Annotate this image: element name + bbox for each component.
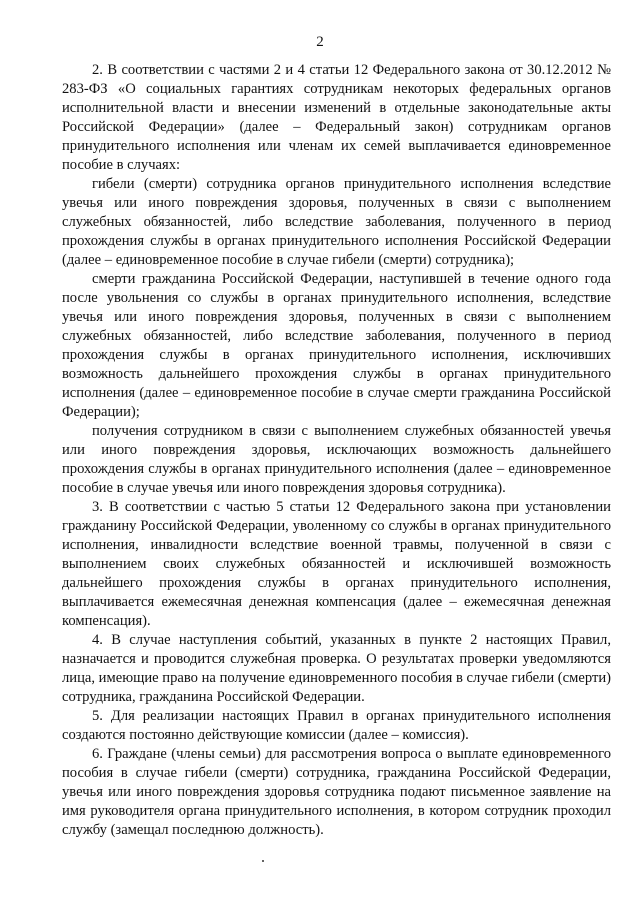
paragraph-case-death-of-employee: гибели (смерти) сотрудника органов принудительного исполнения вследствие увечья или иного повреждения здоровья, полученных в связи с выполнением служебных обязанностей, либо вследствие заболевания, полученного в период прохождения службы в органах принудительного исполнения Российской Федерации (далее – единовременное пособие в случае гибели (смерти) сотрудника); (62, 176, 611, 268)
page-number: 2 (316, 34, 324, 50)
paragraph-case-injury: получения сотрудником в связи с выполнением служебных обязанностей увечья или иного повреждения здоровья, исключающих возможность дальнейшего прохождения службы в органах принудительного исполнения (далее – единовременное пособие в случае увечья или иного повреждения здоровья сотрудника). (62, 423, 611, 496)
paragraph-clause-3: 3. В соответствии с частью 5 статьи 12 Федерального закона при установлении гражданину Российской Федерации, уволенному со службы в органах принудительного исполнения, инвалидности вследствие военной травмы, полученной в связи с выполнением своих служебных обязанностей и исключившей возможность дальнейшего прохождения службы в органах принудительного исполнения, выплачивается ежемесячная денежная компенсация (далее – ежемесячная денежная компенсация). (62, 499, 611, 629)
paragraph-clause-5: 5. Для реализации настоящих Правил в органах принудительного исполнения создаются постоянно действующие комиссии (далее – комиссия). (62, 708, 611, 743)
paragraph-case-death-after-dismissal: смерти гражданина Российской Федерации, наступившей в течение одного года после увольнения со службы в органах принудительного исполнения, вследствие увечья или иного повреждения здоровья, полученных в связи с выполнением служебных обязанностей, либо вследствие заболевания, полученного в период прохождения службы в органах принудительного исполнения, исключивших возможность дальнейшего прохождения службы в органах принудительного исполнения (далее – единовременное пособие в случае смерти гражданина Российской Федерации); (62, 271, 611, 420)
paragraph-clause-6: 6. Граждане (члены семьи) для рассмотрения вопроса о выплате единовременного пособия в случае гибели (смерти) сотрудника, гражданина Российской Федерации, увечья или иного повреждения здоровья сотрудника подают письменное заявление на имя руководителя органа принудительного исполнения, в котором сотрудник проходил службу (замещал последнюю должность). (62, 746, 611, 838)
scan-speck (262, 860, 264, 862)
paragraph-clause-2: 2. В соответствии с частями 2 и 4 статьи 12 Федерального закона от 30.12.2012 № 283-ФЗ «О социальных гарантиях сотрудникам некоторых федеральных органов исполнительной власти и внесении изменений в отдельные законодательные акты Российской Федерации» (далее – Федеральный закон) сотрудникам органов принудительного исполнения или членам их семей выплачивается единовременное пособие в случаях: (62, 62, 611, 173)
paragraph-clause-4: 4. В случае наступления событий, указанных в пункте 2 настоящих Правил, назначается и проводится служебная проверка. О результатах проверки уведомляются лица, имеющие право на получение единовременного пособия в случае гибели (смерти) сотрудника, гражданина Российской Федерации. (62, 632, 611, 705)
document-body (62, 61, 611, 840)
